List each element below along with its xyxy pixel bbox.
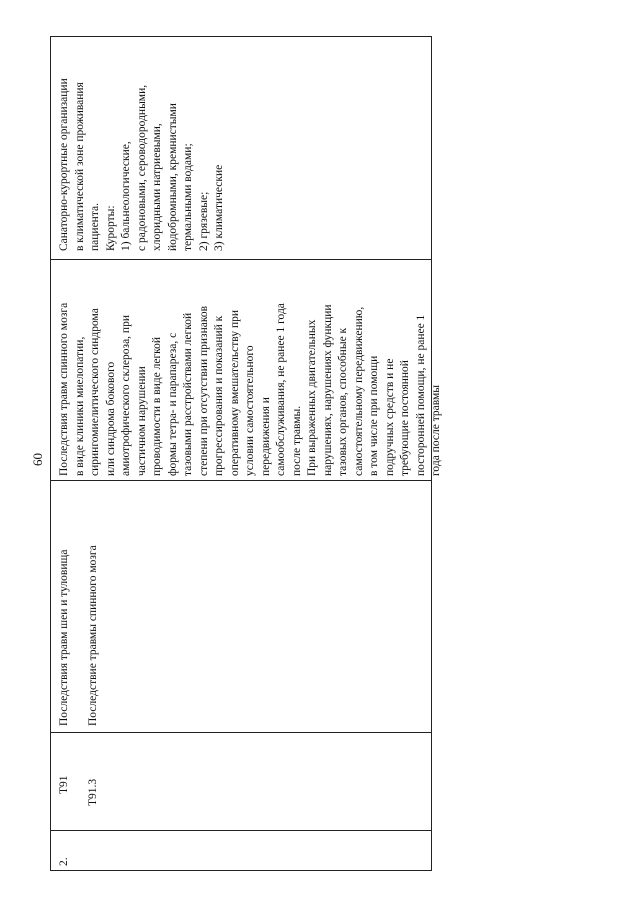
cell-organizations bbox=[51, 37, 433, 259]
indications-line: или синдрома бокового bbox=[104, 361, 117, 476]
organizations-line: Курорты: bbox=[104, 205, 117, 251]
organizations-line: в климатической зоне проживания bbox=[73, 82, 86, 251]
indications-line: сирингомиелитического синдрома bbox=[89, 308, 101, 476]
page-number: 60 bbox=[30, 453, 45, 466]
cell-row-number bbox=[51, 830, 433, 872]
indications-line: проводимости в виде легкой bbox=[151, 336, 163, 476]
indications-line: тазовых органов, способные к bbox=[337, 327, 349, 476]
diagnosis-text: Последствия травм шеи и туловища bbox=[58, 549, 70, 726]
diagnosis-text: Последствие травмы спинного мозга bbox=[87, 545, 99, 726]
indications-line: в виде клиники миелопатии, bbox=[73, 336, 86, 476]
indications-line: степени при отсутствии признаков bbox=[197, 305, 210, 476]
indications-line: формы тетра- и парапареза, с bbox=[166, 332, 179, 476]
organizations-line: 1) бальнеологические, bbox=[120, 141, 132, 251]
cell-diagnoses bbox=[51, 480, 433, 732]
indications-line: самообслуживания, не ранее 1 года bbox=[275, 303, 287, 476]
indications-line: в том числе при помощи bbox=[368, 355, 380, 476]
organizations-line: хлоридными натриевыми, bbox=[151, 123, 163, 251]
document-table bbox=[50, 36, 442, 871]
indications-line: Последствия травм спинного мозга bbox=[58, 302, 70, 476]
indications-line: года после травмы bbox=[430, 385, 442, 476]
cell-codes bbox=[51, 732, 433, 830]
indications-line: требующие постоянной bbox=[399, 360, 411, 476]
organizations-line: 3) климатические bbox=[213, 164, 225, 251]
indications-line: При выраженных двигательных bbox=[306, 319, 318, 476]
indications-line: частичном нарушении bbox=[135, 366, 148, 476]
organizations-line: термальными водами; bbox=[182, 143, 194, 251]
indications-line: оперативному вмешательству при bbox=[228, 309, 241, 476]
indications-line: нарушениях, нарушениях функции bbox=[321, 304, 334, 476]
indications-line: подручных средств и не bbox=[383, 358, 396, 476]
cell-indications bbox=[51, 259, 442, 480]
organizations-line: пациента. bbox=[89, 203, 101, 251]
organizations-line: Санаторно-курортные организации bbox=[58, 78, 70, 251]
indications-line: посторонней помощи, не ранее 1 bbox=[414, 314, 427, 476]
indications-line: самостоятельному передвижению, bbox=[352, 306, 365, 476]
indications-line: условии самостоятельного bbox=[244, 345, 256, 476]
indications-text bbox=[57, 303, 445, 476]
organizations-text bbox=[57, 78, 228, 251]
row-number: 2. bbox=[58, 857, 70, 866]
organizations-line: 2) грязевые; bbox=[197, 191, 210, 251]
indications-line: передвижения и bbox=[259, 397, 272, 476]
organizations-line: йодобромными, кремнистыми bbox=[166, 103, 179, 251]
indications-line: тазовыми расстройствами легкой bbox=[182, 312, 194, 476]
indications-line: после травмы. bbox=[290, 405, 303, 476]
indications-line: прогрессирования и показаний к bbox=[213, 315, 225, 476]
code: T91 bbox=[58, 775, 70, 794]
indications-line: амиотрофического склероза, при bbox=[120, 315, 132, 476]
code: T91.3 bbox=[87, 778, 99, 806]
organizations-line: с радоновыми, сероводородными, bbox=[135, 84, 148, 251]
